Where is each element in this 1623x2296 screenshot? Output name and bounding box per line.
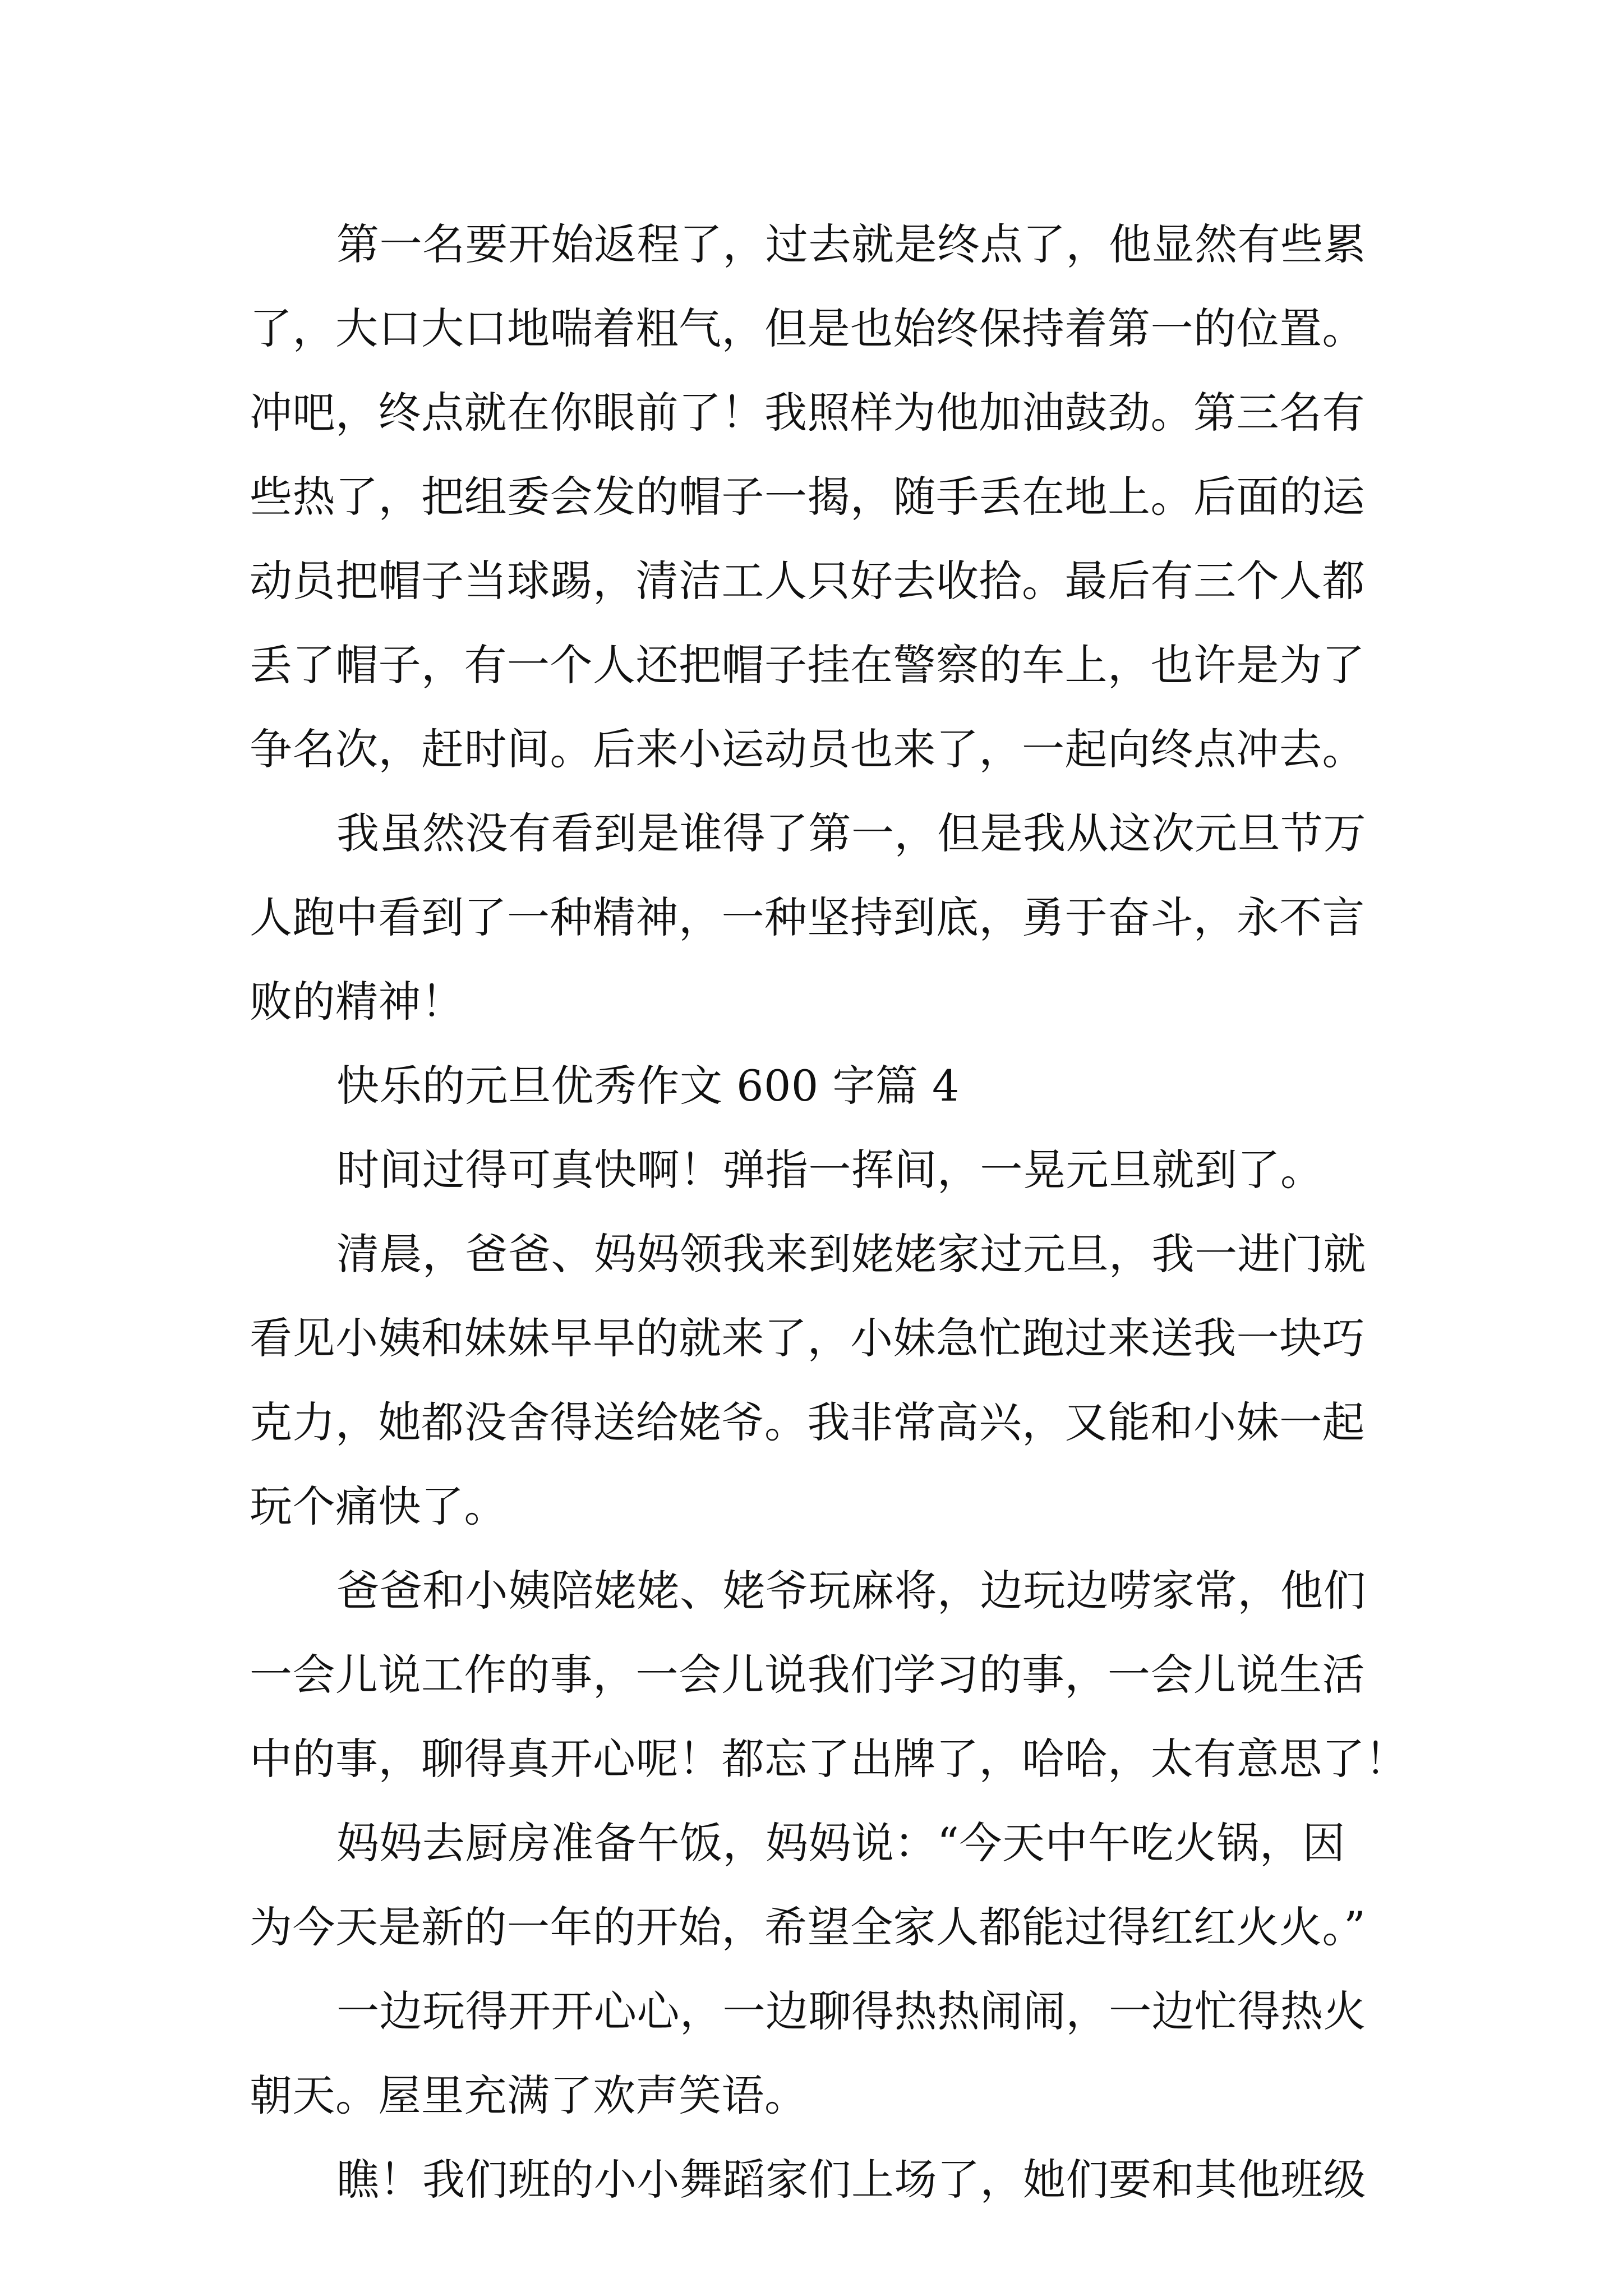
text-line: 人跑中看到了一种精神，一种坚持到底，勇于奋斗，永不言 bbox=[250, 892, 1365, 942]
text-line: 动员把帽子当球踢，清洁工人只好去收拾。最后有三个人都 bbox=[250, 556, 1365, 606]
text-line: 清晨，爸爸、妈妈领我来到姥姥家过元旦，我一进门就 bbox=[336, 1229, 1366, 1279]
text-line: 为今天是新的一年的开始，希望全家人都能过得红红火火。” bbox=[250, 1902, 1366, 1952]
text-line: 爸爸和小姨陪姥姥、姥爷玩麻将，边玩边唠家常，他们 bbox=[336, 1566, 1366, 1616]
text-line: 争名次，赶时间。后来小运动员也来了，一起向终点冲去。 bbox=[250, 724, 1365, 774]
text-line: 败的精神！ bbox=[250, 977, 464, 1027]
text-line: 瞧！我们班的小小舞蹈家们上场了，她们要和其他班级 bbox=[336, 2155, 1366, 2205]
text-line: 克力，她都没舍得送给姥爷。我非常高兴，又能和小妹一起 bbox=[250, 1397, 1365, 1447]
text-line: 看见小姨和妹妹早早的就来了，小妹急忙跑过来送我一块巧 bbox=[250, 1313, 1365, 1363]
text-line: 第一名要开始返程了，过去就是终点了，他显然有些累 bbox=[336, 219, 1366, 269]
text-line: 一边玩得开开心心，一边聊得热热闹闹，一边忙得热火 bbox=[336, 1986, 1366, 2036]
text-line: 一会儿说工作的事，一会儿说我们学习的事，一会儿说生活 bbox=[250, 1650, 1365, 1700]
text-line: 中的事，聊得真开心呢！都忘了出牌了，哈哈，太有意思了！ bbox=[250, 1734, 1408, 1784]
text-line: 妈妈去厨房准备午饭，妈妈说：“今天中午吃火锅，因 bbox=[336, 1818, 1345, 1868]
text-line: 丢了帽子，有一个人还把帽子挂在警察的车上，也许是为了 bbox=[250, 640, 1365, 690]
section-heading: 快乐的元旦优秀作文 600 字篇 4 bbox=[336, 1061, 960, 1111]
text-line: 些热了，把组委会发的帽子一揭，随手丢在地上。后面的运 bbox=[250, 472, 1365, 522]
text-line: 玩个痛快了。 bbox=[250, 1481, 507, 1531]
text-line: 冲吧，终点就在你眼前了！我照样为他加油鼓劲。第三名有 bbox=[250, 388, 1365, 438]
text-line: 朝天。屋里充满了欢声笑语。 bbox=[250, 2070, 808, 2120]
text-line: 我虽然没有看到是谁得了第一，但是我从这次元旦节万 bbox=[336, 808, 1366, 858]
text-line: 了，大口大口地喘着粗气，但是也始终保持着第一的位置。 bbox=[250, 303, 1365, 353]
text-line: 时间过得可真快啊！弹指一挥间，一晃元旦就到了。 bbox=[336, 1145, 1324, 1195]
